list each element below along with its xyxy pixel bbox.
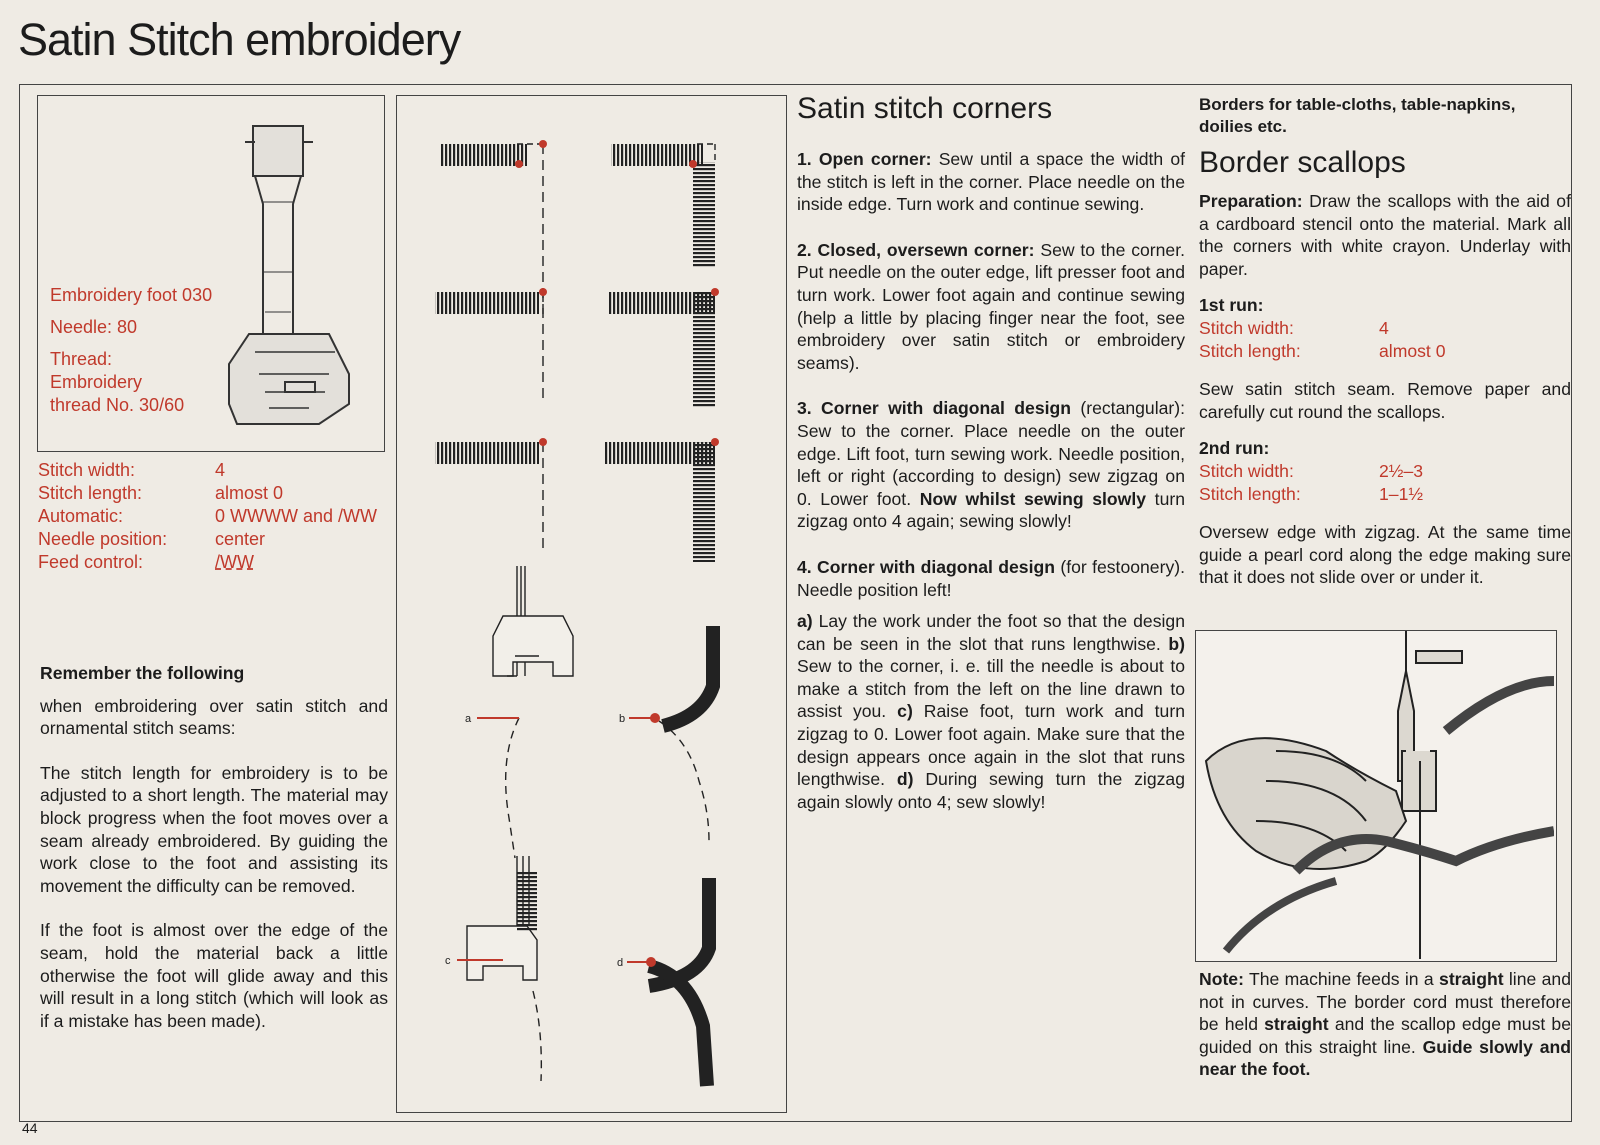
step-d-label: d): [896, 769, 914, 790]
remember-paragraph-2: If the foot is almost over the edge of the seam, hold the material back a little otherwise the foot will glide away and this will result in a long stitch (which will look as if a mistake has been made).: [40, 920, 388, 1031]
hand-and-machine-drawing: [1196, 631, 1554, 959]
note-bold-1: straight: [1439, 969, 1504, 989]
corner-4-steps: [797, 610, 1185, 813]
thread-line-3: thread No. 30/60: [50, 395, 185, 415]
run-1-text: Sew satin stitch seam. Remove paper and carefully cut round the scallops.: [1199, 379, 1571, 422]
note-section: [1199, 968, 1571, 1095]
corner-3-title: 3. Corner with diagonal design: [797, 398, 1072, 419]
corner-2: [797, 239, 1185, 375]
run-1-length-row: [1199, 340, 1571, 363]
settings-row: [38, 528, 377, 551]
setting-label: Stitch length:: [38, 483, 143, 503]
step-d-text: During sewing turn the zigzag again slowly onto 4; sew slowly!: [797, 769, 1185, 812]
corners-heading: Satin stitch corners: [797, 92, 1053, 125]
note-bold-3: Guide slowly and near the foot.: [1199, 1036, 1571, 1080]
corner-3-bold: Now whilst sewing slowly: [919, 488, 1147, 509]
run-1-width-label: Stitch width:: [1199, 317, 1294, 338]
diagram-label-c: c: [445, 955, 451, 967]
step-a-label: a): [797, 611, 813, 632]
corners-section: [797, 148, 1185, 827]
step-b-text: Sew to the corner, i. e. till the needle is about to make a stitch from the left on the line drawn to assist you.: [797, 656, 1185, 722]
corner-4: [797, 556, 1185, 601]
border-scallops-heading: Border scallops: [1199, 146, 1406, 179]
run-2-length-value: 1–1½: [1379, 483, 1424, 504]
corner-diagrams: [397, 96, 784, 1110]
setting-label: Needle position:: [38, 529, 168, 549]
corner-3-text-2: turn zigzag onto 4 again; sewing slowly!: [797, 488, 1185, 532]
corner-2-title: 2. Closed, oversewn corner:: [797, 239, 1035, 260]
setting-label: Stitch width:: [38, 460, 136, 480]
corner-4-title: 4. Corner with diagonal design: [797, 556, 1055, 577]
step-a-text: Lay the work under the foot so that the design can be seen in the slot that runs lengthwise.: [797, 611, 1185, 654]
page-number: 44: [22, 1120, 38, 1136]
note-bold-2: straight: [1264, 1014, 1329, 1035]
setting-value: 4: [215, 460, 226, 480]
run-1-title: 1st run:: [1199, 295, 1264, 316]
step-b-label: b): [1168, 633, 1185, 654]
settings-row: [38, 482, 377, 505]
corner-2-text: Sew to the corner. Put needle on the outer edge, lift presser foot and turn work. Lower foot again and continue sewing (help a little by placing finger near the foot, see embroidery over satin stitch or embroidery seams).: [797, 239, 1185, 373]
note-text: [1199, 968, 1571, 1081]
preparation-title: Preparation:: [1199, 191, 1303, 211]
step-c-text: Raise foot, turn work and turn zigzag to 0. Lower foot again. Make sure that the design appears once again in the slot that runs lengthwise.: [797, 701, 1185, 790]
page-title: Satin Stitch embroidery: [18, 14, 461, 65]
remember-section: [40, 662, 388, 1046]
diagram-label-d: d: [617, 957, 624, 969]
border-scallops-section: [1199, 190, 1571, 603]
remember-paragraph-1: The stitch length for embroidery is to be adjusted to a short length. The material may block progress when the foot moves over a seam already embroidered. By guiding the work close to the foot and assisting its movement the difficulty can be removed.: [40, 762, 388, 896]
setting-value: center: [215, 529, 266, 549]
diagram-label-b: b: [619, 713, 626, 725]
embroidery-foot-illustration: [225, 112, 375, 432]
diagram-label-a: a: [465, 713, 472, 725]
preparation: [1199, 190, 1571, 280]
needle-spec: Needle: 80: [50, 317, 138, 337]
setting-value: /WW: [215, 552, 254, 572]
corner-1: [797, 148, 1185, 216]
run-1-length-label: Stitch length:: [1199, 340, 1301, 361]
thread-line-1: Thread:: [50, 349, 113, 369]
foot-name: Embroidery foot 030: [50, 285, 213, 305]
corner-3-text: (rectangular): Sew to the corner. Place needle on the outer edge. Lift foot, turn sewing work. Needle position, left or right (according to design) sew zigzag on 0. Lower foot.: [797, 398, 1186, 509]
note-text-2: line and not in curves. The border cord must therefore be held: [1199, 969, 1571, 1035]
corner-1-title: 1. Open corner:: [797, 149, 932, 169]
thread-line-2: Embroidery: [50, 372, 143, 392]
machine-settings: [38, 459, 377, 574]
note-text-1: The machine feeds in a: [1243, 969, 1440, 989]
note-text-3: and the scallop edge must be guided on this straight line.: [1199, 1014, 1571, 1057]
setting-label: Automatic:: [38, 506, 124, 526]
foot-specs: [50, 284, 212, 426]
step-c-label: c): [897, 701, 913, 722]
run-2-width-value: 2½–3: [1379, 460, 1424, 481]
note-title: Note:: [1199, 969, 1244, 989]
run-2-title: 2nd run:: [1199, 438, 1270, 459]
corner-3: [797, 397, 1185, 533]
run-1-width-row: [1199, 317, 1571, 340]
run-1-length-value: almost 0: [1379, 340, 1446, 361]
run-2-width-label: Stitch width:: [1199, 460, 1294, 481]
preparation-text: Draw the scallops with the aid of a cardboard stencil onto the material. Mark all the corners with white crayon. Underlay with paper.: [1199, 191, 1571, 279]
run-2-length-row: [1199, 483, 1571, 506]
run-1-width-value: 4: [1379, 317, 1389, 338]
run-2-text: Oversew edge with zigzag. At the same time guide a pearl cord along the edge making sure that it does not slide over or under it.: [1199, 522, 1571, 588]
corner-1-text: Sew until a space the width of the stitch is left in the corner. Place needle on the inside edge. Turn work and continue sewing.: [797, 149, 1185, 215]
corner-4-text: (for festoonery). Needle position left!: [797, 556, 1185, 600]
remember-heading: Remember the following: [40, 663, 245, 683]
settings-row: [38, 505, 377, 528]
settings-row: [38, 459, 377, 482]
thread-spec: [50, 348, 212, 417]
setting-value: almost 0: [215, 483, 284, 503]
borders-kicker: Borders for table-cloths, table-napkins, doilies etc.: [1199, 95, 1516, 136]
setting-label: Feed control:: [38, 552, 144, 572]
settings-row: [38, 551, 377, 574]
setting-value: 0 WWWW and /WW: [215, 506, 377, 526]
run-2-length-label: Stitch length:: [1199, 483, 1301, 504]
remember-intro: when embroidering over satin stitch and ornamental stitch seams:: [40, 695, 388, 739]
run-2-width-row: [1199, 460, 1571, 483]
